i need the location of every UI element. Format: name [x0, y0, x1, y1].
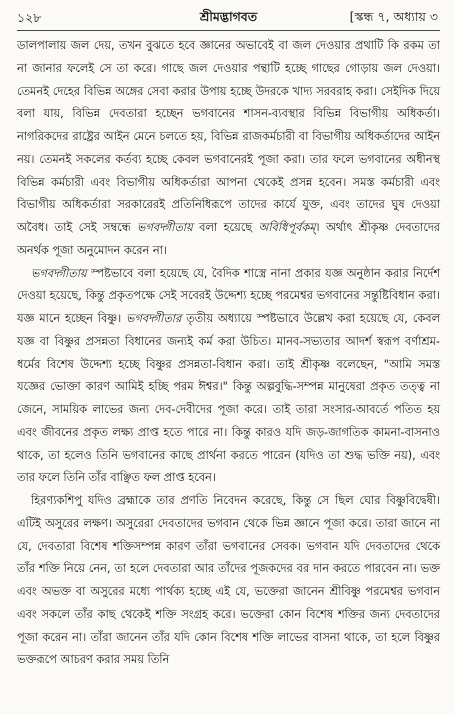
italic-text-run: ভগবদ্গীতায় [137, 221, 193, 234]
italic-text-run: ভগবদ্গীতায় [31, 266, 87, 280]
text-run: হিরণ্যকশিপু যদিও ব্রহ্মাকে তার প্রণতি নিবেদন করেছে, কিন্তু সে ছিল ঘোর বিষ্ণুবিদ্বেষী। এটিই অসুরের লক্ষণ। অসুরেরা দেবতাদের ভগবান থেকে ভিন্ন জ্ঞানে পূজা করে। তারা জানে না যে, দেবতারা বিশেষ শক্তিসম্পন্ন কারণ তাঁরা ভগবানের সেবক। ভগবান যদি দেবতাদের থেকে তাঁর শক্তি নিয়ে নেন, তা হলে দেবতারা আর তাঁদের পূজকদের বর দান করতে পারবেন না। ভক্ত এবং অভক্ত বা অসুরের মধ্যে পার্থক্য হচ্ছে এই যে, ভক্তেরা জানেন শ্রীবিষ্ণু পরমেশ্বর ভগবান এবং সকলে তাঁর কাছ থেকেই শক্তি সংগ্রহ করে। ভক্তেরা কোন বিশেষ শক্তির জন্য দেবতাদের পূজা করেন না। তাঁরা জানেন তাঁর যদি কোন বিশেষ শক্তি লাভের বাসনা থাকে, তা হলে বিষ্ণুর ভক্তরূপে আচরণ করার সময় তিনি [17, 494, 440, 667]
text-run: ডালপালায় জল দেয়, তখন বুঝতে হবে জ্ঞানের অভাবেই বা জল দেওয়ার প্রথাটি কি রকম তা না জানার ফলেই সে তা করে। গাছে জল দেওয়ার পন্থাটি হচ্ছে গাছের গোড়ায় জল দেওয়া। তেমনই দেহের বিভিন্ন অঙ্গের সেবা করার উপায় হচ্ছে উদরকে খাদ্য সরবরাহ করা। সেইদিক দিয়ে বলা যায়, বিভিন্ন দেবতারা হচ্ছেন ভগবানের শাসন-ব্যবস্থার বিভিন্ন বিভাগীয় অধিকর্তা। নাগরিকদের রাষ্ট্রের আইন মেনে চলতে হয়, বিভিন্ন রাজকর্মচারী বা বিভাগীয় অধিকর্তাদের আইন নয়। তেমনই সকলের কর্তব্য হচ্ছে কেবল ভগবানেরই পূজা করা। তার ফলে ভগবানের অধীনস্থ বিভিন্ন কর্মচারী এবং বিভাগীয় অধিকর্তারা আপনা থেকেই প্রসন্ন হবেন। সমস্ত কর্মচারী এবং বিভাগীয় অধিকর্তারা সরকারেরই প্রতিনিধিরূপে তাদের কার্যে যুক্ত, এবং তাদের ঘুষ দেওয়া অবৈধ। তাই সেই সম্বন্ধে [17, 39, 440, 234]
page-body [17, 35, 440, 672]
paragraph-1 [17, 35, 440, 263]
header-rule [17, 30, 440, 31]
italic-text-run: অবিধিপূর্বকম্ [258, 221, 316, 234]
paragraph-3 [17, 490, 440, 672]
paragraph-2 [17, 263, 440, 491]
italic-text-run: ভগবদ্গীতার [126, 312, 182, 325]
text-run: । অর্থাৎ শ্রীকৃষ্ণ দেবতাদের অনর্থক পূজা অনুমোদন করেন না। [17, 221, 440, 257]
chapter-reference: [স্কন্ধ ৭, অধ্যায় ৩ [349, 9, 438, 24]
page-header [17, 6, 440, 28]
page-number: ১২৮ [17, 10, 42, 25]
text-run: বলা হয়েছে [192, 221, 259, 234]
text-run: তৃতীয় অধ্যায়ে স্পষ্টভাবে উল্লেখ করা হয়েছে যে, কেবল যজ্ঞ বা বিষ্ণুর প্রসন্নতা বিধানের জন্যই কর্ম করা উচিত। মানব-সভ্যতার আদর্শ স্বরূপ বর্ণাশ্রম-ধর্মের বিশেষ উদ্দেশ্য হচ্ছে বিষ্ণুর প্রসন্নতা-বিধান করা। তাই শ্রীকৃষ্ণ বলেছেন, "আমি সমস্ত যজ্ঞের ভোক্তা কারণ আমিই হচ্ছি পরম ঈশ্বর।" কিন্তু অল্পবুদ্ধি-সম্পন্ন মানুষেরা প্রকৃত তত্ত্ব না জেনে, সাময়িক লাভের জন্য দেব-দেবীদের পূজা করে। তাই তারা সংসার-আবর্তে পতিত হয় এবং জীবনের প্রকৃত লক্ষ্য প্রাপ্ত হতে পারে না। কিন্তু কারও যদি জড়-জাগতিক কামনা-বাসনাও থাকে, তা হলেও তিনি ভগবানের কাছে প্রার্থনা করতে পারেন (যদিও তা শুদ্ধ ভক্তি নয়), এবং তার ফলে তিনি তাঁর বাঞ্ছিত ফল প্রাপ্ত হবেন। [17, 312, 440, 485]
book-title: শ্রীমদ্ভাগবত [199, 9, 258, 24]
text-run: স্পষ্টভাবে বলা হয়েছে যে, বৈদিক শাস্ত্রে নানা প্রকার যজ্ঞ অনুষ্ঠান করার নির্দেশ দেওয়া হয়েছে, কিন্তু প্রকৃতপক্ষে সেই সবেরই উদ্দেশ্য হচ্ছে পরমেশ্বর ভগবানের সন্তুষ্টিবিধান করা। যজ্ঞ মানে হচ্ছেন বিষ্ণু। [17, 266, 440, 325]
